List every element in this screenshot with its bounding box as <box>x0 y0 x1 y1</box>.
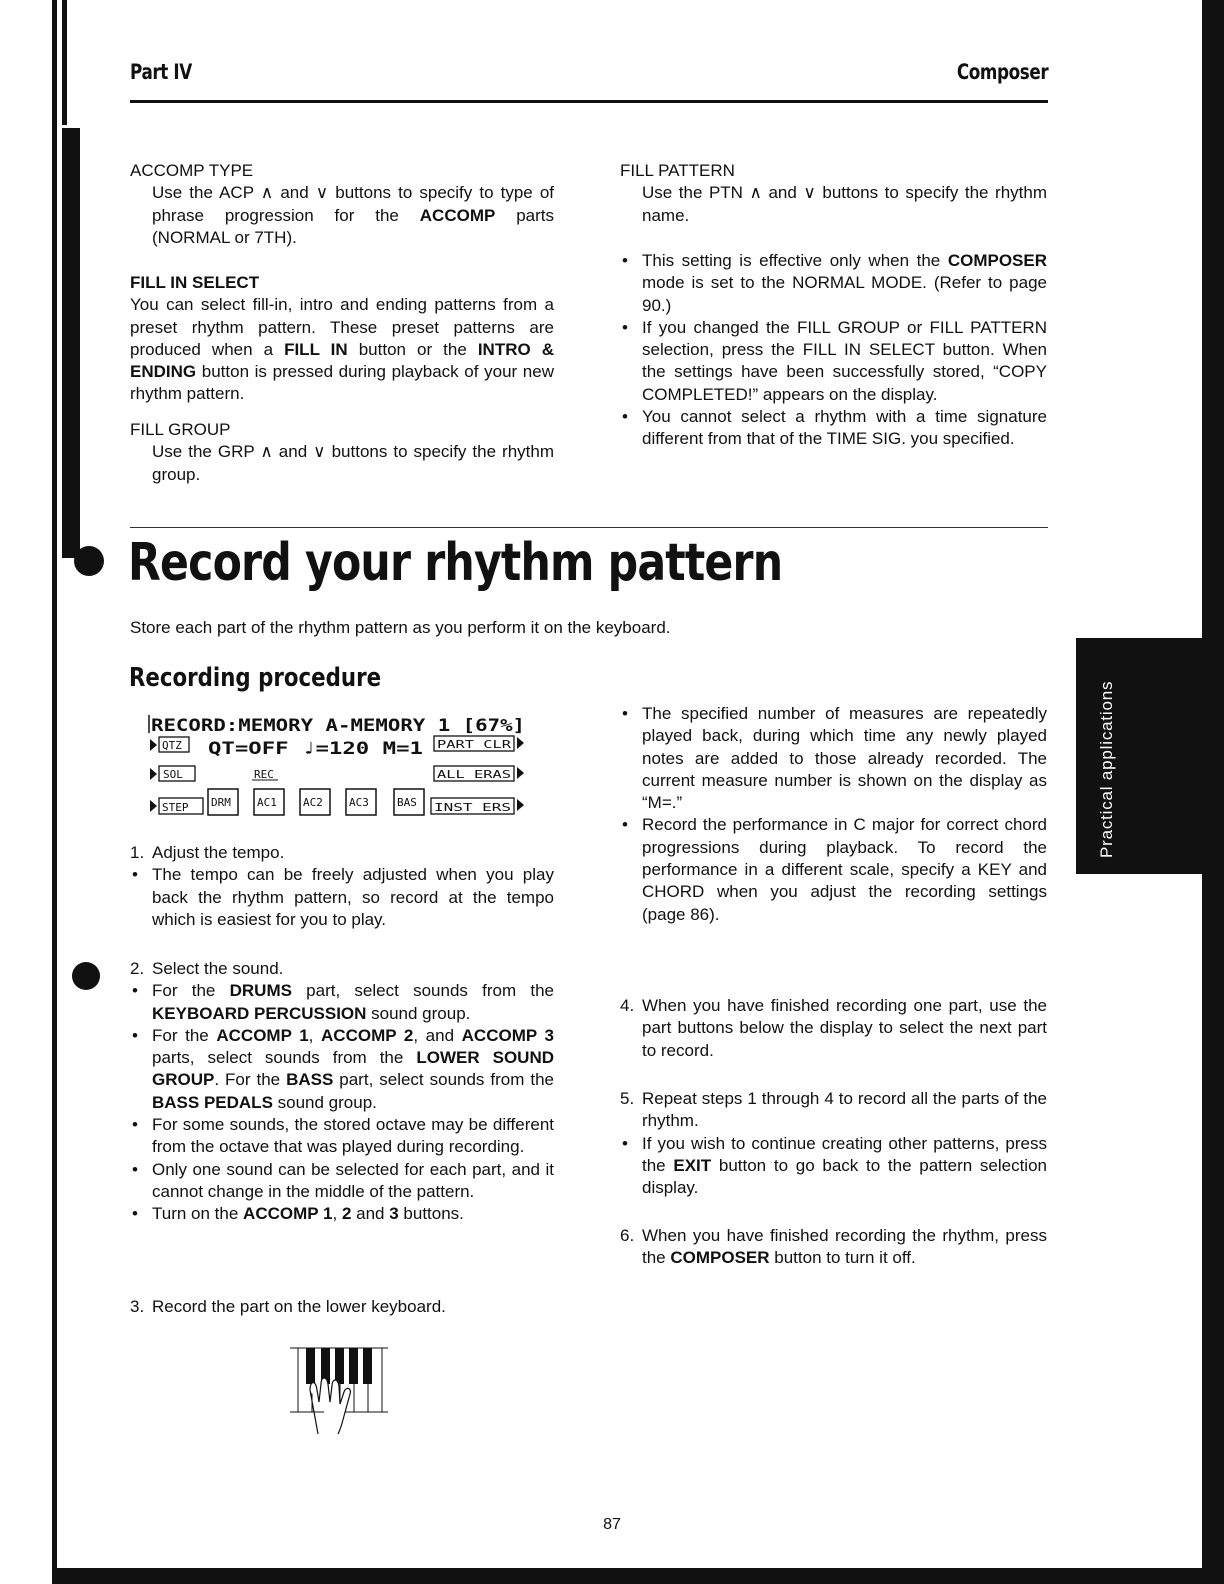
lcd-part-ac2: AC2 <box>303 796 323 809</box>
fill-in-select-text: You can select fill-in, intro and ending patterns from a preset rhythm pattern. These preset patterns are produced when a FILL IN button or the INTRO & ENDING button is pressed during playback of your new rhythm pattern. <box>130 295 555 404</box>
lcd-line-1: RECORD:MEMORY A-MEMORY 1 [67%] <box>151 716 525 736</box>
list-item: • If you wish to continue creating other patterns, press the EXIT button to go back to the pattern selection display. <box>620 1133 1047 1200</box>
list-item: • The tempo can be freely adjusted when you play back the rhythm pattern, so record at the tempo which is easiest for you to play. <box>130 864 554 931</box>
step-5: 5. Repeat steps 1 through 4 to record all the parts of the rhythm. • If you wish to continue creating other patterns, press the EXIT button to go back to the pattern selection display. <box>620 1088 1047 1199</box>
side-tab <box>1076 638 1224 874</box>
fill-in-select-title: FILL IN SELECT <box>130 273 260 292</box>
lcd-part-ac3: AC3 <box>349 796 369 809</box>
step-6: 6. When you have finished recording the rhythm, press the COMPOSER button to turn it off. <box>620 1226 1047 1268</box>
lcd-rec: REC <box>254 768 274 781</box>
lcd-part-bas: BAS <box>397 796 417 809</box>
fill-notes-list <box>620 250 1047 451</box>
lcd-all-eras: ALL ERAS <box>437 768 511 781</box>
step-2: 2. Select the sound. • For the DRUMS part, select sounds from the KEYBOARD PERCUSSION sound group. • For the ACCOMP 1, ACCOMP 2, and ACCOMP 3 parts, select sounds from the LOWER SOUND GROUP. For the BASS part, select sounds from the BASS PEDALS sound group. • For some sounds, the stored octave may be different from the octave that was played during recording. • Only one sound can be selected for each part, and it cannot change in the middle of the pattern. • Turn on the ACCOMP 1, 2 and 3 buttons. <box>130 958 554 1226</box>
fill-pattern-title: FILL PATTERN <box>620 161 735 180</box>
fill-in-select-block <box>130 272 554 406</box>
bullet-marker <box>72 962 100 990</box>
step-1: 1. Adjust the tempo. • The tempo can be freely adjusted when you play back the rhythm pattern, so record at the tempo which is easiest for you to play. <box>130 842 554 931</box>
section-intro: Store each part of the rhythm pattern as you perform it on the keyboard. <box>130 618 671 637</box>
list-item: • For the DRUMS part, select sounds from the KEYBOARD PERCUSSION sound group. <box>130 980 554 1025</box>
list-item: • This setting is effective only when the COMPOSER mode is set to the NORMAL MODE. (Refer to page 90.) <box>620 250 1047 317</box>
lcd-part-drm: DRM <box>211 796 231 809</box>
list-item: • Record the performance in C major for correct chord progressions during playback. To record the performance in a different scale, specify a KEY and CHORD when you adjust the recording settings (page 86). <box>620 814 1047 925</box>
list-item: • You cannot select a rhythm with a time signature different from that of the TIME SIG. you specified. <box>620 406 1047 451</box>
keyboard-hand-illustration <box>288 1346 392 1436</box>
list-item: • For some sounds, the stored octave may be different from the octave that was played during recording. <box>130 1114 554 1159</box>
header-part: Part IV <box>130 60 192 84</box>
scan-left-margin <box>0 0 54 1584</box>
fill-group-text: Use the GRP ∧ and ∨ buttons to specify the rhythm group. <box>152 442 554 484</box>
lcd-line-2: QT=OFF ♩=120 M=1 <box>208 739 423 759</box>
page-header <box>130 60 1048 103</box>
bullet-marker <box>74 546 104 576</box>
side-tab-label: Practical applications <box>1097 680 1116 858</box>
fill-pattern-block <box>620 160 1047 227</box>
lcd-qtz: QTZ <box>162 739 182 752</box>
fill-group-block <box>130 419 554 486</box>
list-item: • The specified number of measures are repeatedly played back, during which time any newly played notes are added to those already recorded. The current measure number is shown on the display as “M=.” <box>620 703 1047 814</box>
section-divider <box>130 527 1048 528</box>
fill-pattern-text: Use the PTN ∧ and ∨ buttons to specify the rhythm name. <box>642 183 1047 225</box>
header-section: Composer <box>956 60 1048 84</box>
list-item: • Turn on the ACCOMP 1, 2 and 3 buttons. <box>130 1203 554 1225</box>
section-title: Record your rhythm pattern <box>128 533 783 593</box>
fill-group-title: FILL GROUP <box>130 420 231 439</box>
page-number: 87 <box>603 1516 621 1533</box>
lcd-inst-ers: INST ERS <box>434 801 511 814</box>
list-item: • If you changed the FILL GROUP or FILL PATTERN selection, press the FILL IN SELECT button. When the settings have been successfully stored, “COPY COMPLETED!” appears on the display. <box>620 317 1047 406</box>
lcd-part-ac1: AC1 <box>257 796 277 809</box>
recording-notes-list <box>620 703 1047 926</box>
step-3: 3. Record the part on the lower keyboard. <box>130 1297 446 1316</box>
lcd-step: STEP <box>162 801 189 814</box>
list-item: • Only one sound can be selected for each part, and it cannot change in the middle of the pattern. <box>130 1159 554 1204</box>
list-item: • For the ACCOMP 1, ACCOMP 2, and ACCOMP 3 parts, select sounds from the LOWER SOUND GROUP. For the BASS part, select sounds from the BASS PEDALS sound group. <box>130 1025 554 1114</box>
lcd-sol: SOL <box>163 768 183 781</box>
subsection-title: Recording procedure <box>129 663 382 693</box>
scan-bottom-edge <box>54 1568 1224 1584</box>
lcd-display <box>148 715 528 817</box>
lcd-part-clr: PART CLR <box>437 738 512 751</box>
accomp-type-text: Use the ACP ∧ and ∨ buttons to specify to type of phrase progression for the ACCOMP parts (NORMAL or 7TH). <box>152 183 554 247</box>
step-4: 4. When you have finished recording one part, use the part buttons below the display to select the next part to record. <box>620 996 1047 1060</box>
accomp-type-block <box>130 160 554 249</box>
accomp-type-title: ACCOMP TYPE <box>130 161 254 180</box>
